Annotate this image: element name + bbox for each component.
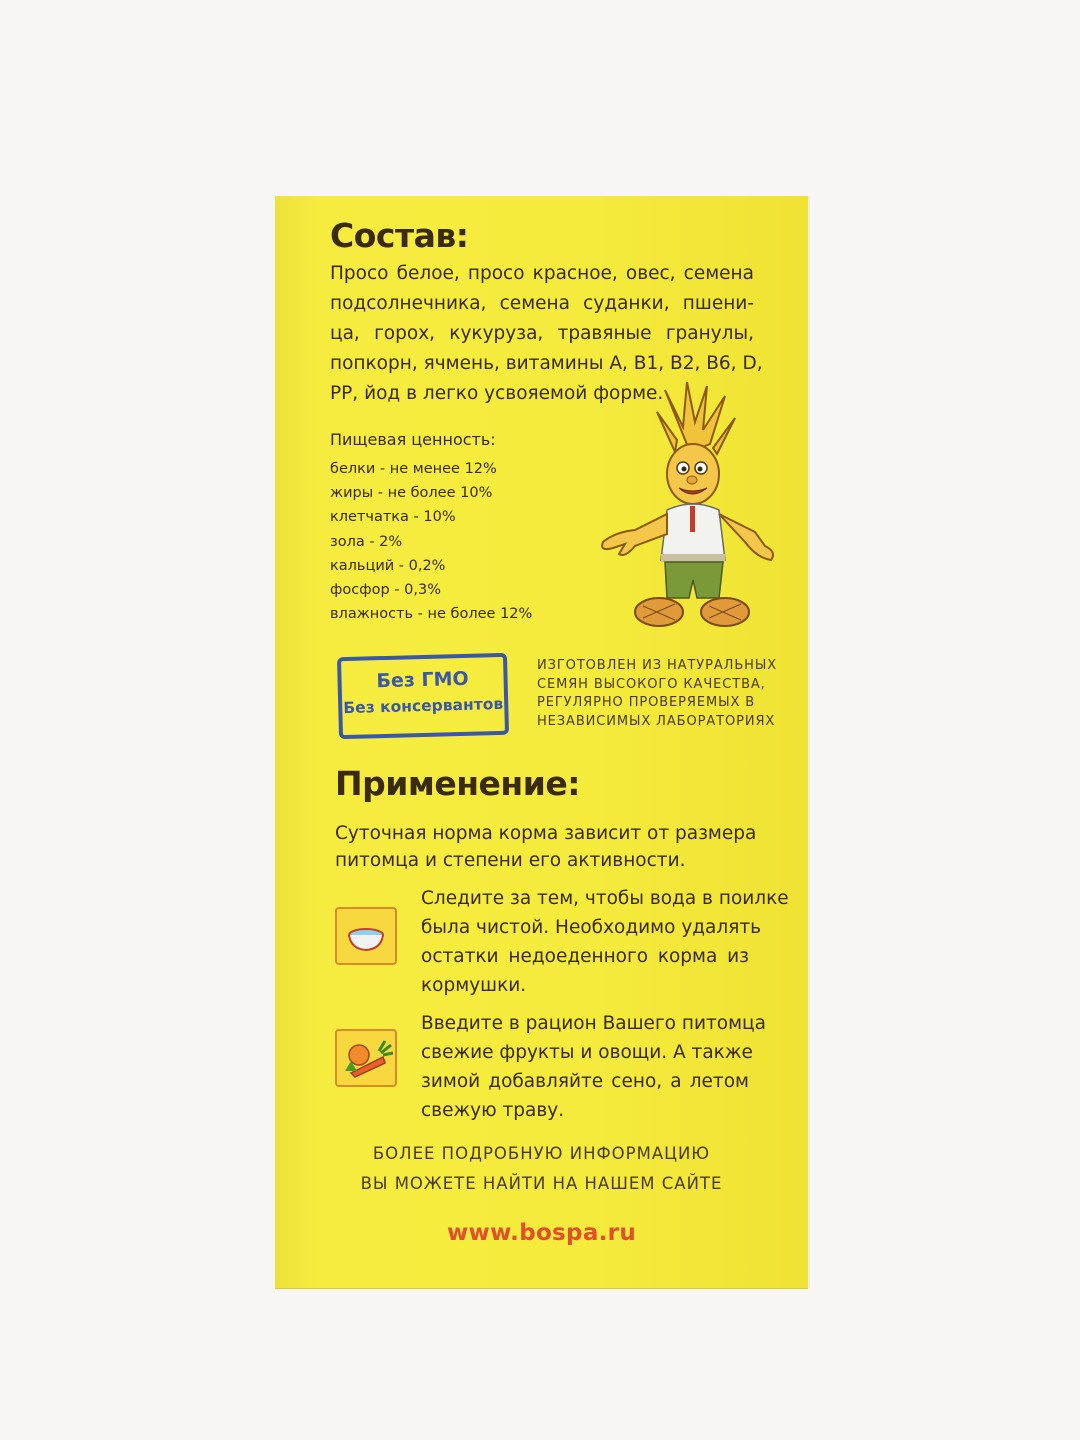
tip-food-line: свежие фрукты и овощи. А также [421, 1042, 753, 1063]
usage-intro-line: питомца и степени его активности. [335, 850, 686, 871]
nutrition-item: жиры - не более 10% [330, 485, 493, 502]
tip-water-text [421, 884, 789, 1000]
stamp-line-2: Без консервантов [343, 694, 504, 718]
usage-heading: Применение: [335, 764, 580, 803]
nutrition-item: кальций - 0,2% [330, 557, 446, 574]
stamp-line-1: Без ГМО [376, 667, 469, 693]
nutrition-item: влажность - не более 12% [330, 606, 533, 623]
composition-line: РР, йод в легко усвояемой форме. [330, 383, 664, 404]
nutrition-item: клетчатка - 10% [330, 509, 456, 526]
composition-line: ца, горох, кукуруза, травяные гранулы, [330, 323, 754, 344]
footer-line: ВЫ МОЖЕТЕ НАЙТИ НА НАШЕМ САЙТЕ [360, 1174, 723, 1193]
tip-water-line: Следите за тем, чтобы вода в поилке [421, 888, 789, 909]
water-bowl-icon [335, 907, 397, 965]
usage-intro-line: Суточная норма корма зависит от размера [335, 823, 757, 844]
tip-food-line: свежую траву. [421, 1100, 565, 1121]
website-link[interactable]: www.bospa.ru [446, 1220, 636, 1246]
nutrition-item: зола - 2% [330, 533, 403, 550]
quality-note-line: ИЗГОТОВЛЕН ИЗ НАТУРАЛЬНЫХ [537, 658, 778, 673]
no-gmo-stamp [337, 653, 509, 739]
quality-note-line: СЕМЯН ВЫСОКОГО КАЧЕСТВА, [537, 676, 766, 692]
package-back-panel [275, 196, 808, 1288]
nutrition-item: фосфор - 0,3% [330, 581, 442, 598]
usage-intro [335, 820, 757, 874]
footer-line: БОЛЕЕ ПОДРОБНУЮ ИНФОРМАЦИЮ [372, 1144, 711, 1163]
composition-line: подсолнечника, семена суданки, пшени- [330, 293, 754, 314]
grain-boy-mascot-icon [595, 382, 780, 642]
fruits-vegetables-icon [335, 1029, 397, 1087]
tip-water-line: кормушки. [421, 975, 527, 996]
quality-note-line: РЕГУЛЯРНО ПРОВЕРЯЕМЫХ В [537, 695, 756, 710]
composition-heading: Состав: [330, 216, 469, 255]
nutrition-heading: Пищевая ценность: [330, 430, 496, 449]
quality-note-line: НЕЗАВИСИМЫХ ЛАБОРАТОРИЯХ [537, 713, 776, 729]
nutrition-item: белки - не менее 12% [330, 461, 497, 477]
composition-line: Просо белое, просо красное, овес, семена [330, 263, 754, 284]
tip-food-text [421, 1009, 766, 1125]
tip-food-line: Введите в рацион Вашего питомца [421, 1013, 766, 1034]
nutrition-list [330, 461, 532, 630]
composition-line: попкорн, ячмень, витамины А, В1, В2, В6, D, [330, 353, 763, 374]
tip-water-line: остатки недоеденного корма из [421, 946, 749, 967]
tip-water-line: была чистой. Необходимо удалять [421, 917, 762, 938]
quality-note [537, 657, 777, 731]
tip-food-line: зимой добавляйте сено, а летом [421, 1071, 749, 1092]
footer-note [275, 1139, 808, 1199]
